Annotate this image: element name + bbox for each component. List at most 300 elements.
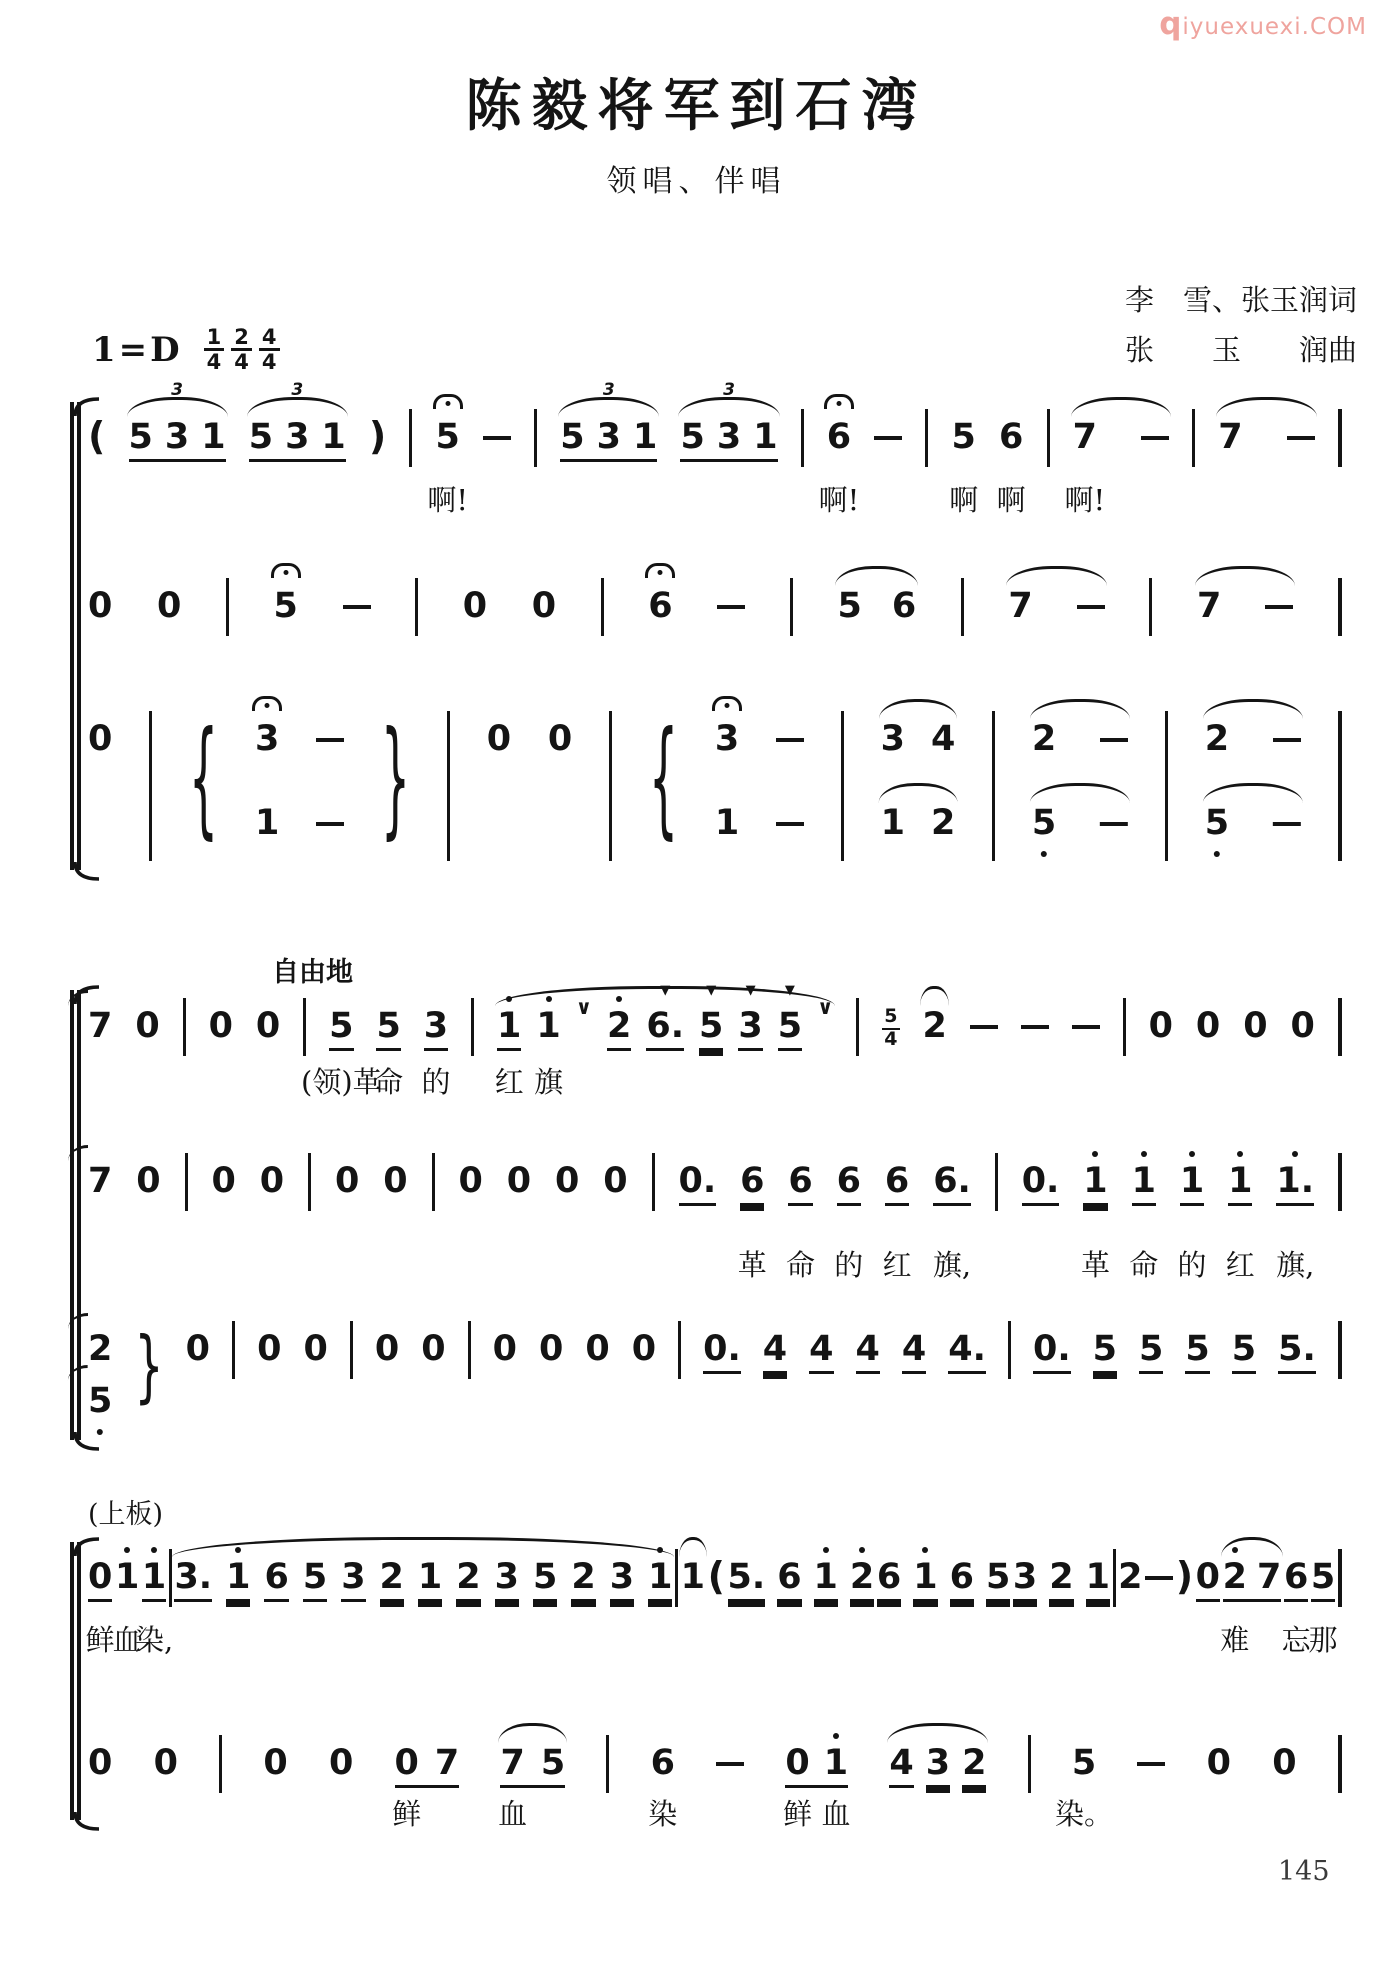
note-digit: 3 bbox=[610, 1556, 634, 1602]
note-token bbox=[136, 1160, 160, 1202]
beam-row bbox=[1205, 718, 1301, 760]
note-token bbox=[458, 1160, 482, 1202]
note-token bbox=[539, 1328, 563, 1370]
lyric-text: 啊! bbox=[1064, 483, 1106, 517]
credits bbox=[1125, 276, 1357, 376]
duration-dash bbox=[776, 738, 804, 742]
note-digit: 4 bbox=[930, 719, 956, 759]
beam-row bbox=[728, 1556, 875, 1602]
duration-dash bbox=[483, 436, 511, 440]
beam-row bbox=[783, 1742, 851, 1831]
note-digit: 5 bbox=[680, 417, 705, 457]
note-digit: 1 bbox=[536, 1006, 561, 1046]
barline bbox=[609, 711, 612, 861]
fermata-icon bbox=[271, 563, 301, 578]
barline bbox=[1047, 409, 1050, 467]
note-digit: 5 bbox=[273, 586, 298, 626]
note-token bbox=[1013, 1556, 1037, 1602]
note-token bbox=[257, 1328, 281, 1370]
beam-row bbox=[889, 1742, 986, 1788]
note-token bbox=[211, 1160, 235, 1202]
lyric-text: 啊! bbox=[818, 483, 860, 517]
slur-arc bbox=[678, 397, 779, 417]
duration-dash bbox=[1273, 822, 1301, 826]
note-token bbox=[427, 416, 469, 517]
note-token bbox=[1205, 718, 1229, 760]
note-token bbox=[1064, 416, 1106, 517]
barline bbox=[606, 1735, 609, 1793]
note-digit: 1 bbox=[823, 1743, 849, 1783]
chord-bottom bbox=[1205, 802, 1301, 844]
chord-stack bbox=[1204, 718, 1301, 843]
song-subtitle: 领唱、伴唱 bbox=[606, 164, 787, 199]
note-token bbox=[493, 1328, 517, 1370]
note-digit: 5. bbox=[728, 1556, 766, 1602]
chord-stack bbox=[776, 718, 804, 746]
note-group bbox=[1064, 416, 1169, 517]
dash-token bbox=[1141, 416, 1169, 444]
tempo-mark: (上板) bbox=[88, 1499, 164, 1530]
lyric-text: 染 bbox=[648, 1797, 678, 1831]
note-digit: 3 bbox=[880, 719, 905, 759]
note-group bbox=[837, 585, 916, 627]
slur-arc bbox=[1195, 566, 1295, 586]
note-token bbox=[1049, 1556, 1073, 1602]
lyric-text: 命 bbox=[1129, 1248, 1159, 1282]
note-token bbox=[648, 1742, 678, 1831]
beam-row bbox=[1064, 416, 1169, 517]
octave-dot-above bbox=[1237, 1151, 1243, 1157]
beam-row bbox=[1197, 585, 1293, 627]
lyric-text: 命 bbox=[374, 1065, 404, 1099]
chord-bottom bbox=[255, 802, 279, 844]
note-digit: 2 bbox=[88, 1329, 113, 1369]
note-digit: 0 bbox=[531, 586, 557, 626]
note-digit: 0. bbox=[703, 1328, 741, 1374]
note-digit: 0 bbox=[1290, 1006, 1315, 1046]
barline bbox=[308, 1153, 311, 1211]
note-digit: 7 bbox=[88, 1006, 113, 1046]
lyric-text: 的 bbox=[1177, 1248, 1207, 1282]
bracket-line bbox=[77, 402, 81, 870]
barline bbox=[1149, 578, 1152, 636]
octave-dot-above bbox=[833, 1733, 839, 1739]
octave-dot-above bbox=[1292, 1151, 1298, 1157]
slur-arc bbox=[558, 397, 659, 417]
note-token bbox=[571, 1556, 595, 1602]
note-digit: 5. bbox=[1278, 1328, 1316, 1374]
note-digit: 0 bbox=[374, 1329, 400, 1369]
note-group bbox=[1205, 718, 1301, 760]
lyric-text: 红 bbox=[494, 1065, 524, 1099]
lyric-text: 的 bbox=[834, 1248, 864, 1282]
lyric-text: 血 bbox=[821, 1797, 851, 1831]
note-digit: 7 bbox=[1008, 586, 1033, 626]
accent-icon: ▼ bbox=[745, 983, 756, 998]
note-token bbox=[1220, 1556, 1250, 1657]
note-token bbox=[633, 416, 657, 458]
note-token bbox=[1032, 802, 1056, 844]
note-digit: 0 bbox=[185, 1329, 211, 1369]
note-digit: 3 bbox=[738, 1005, 762, 1051]
fermata-icon bbox=[712, 696, 742, 711]
end-barline bbox=[1338, 1321, 1342, 1379]
note-digit: 3 bbox=[254, 719, 280, 759]
note-digit: 3 bbox=[495, 1556, 519, 1602]
note-digit: 3. bbox=[174, 1556, 212, 1602]
fermata-icon bbox=[645, 563, 675, 578]
note-digit: 5 bbox=[248, 417, 274, 457]
note-token bbox=[777, 983, 803, 1051]
note-token bbox=[1149, 1005, 1173, 1047]
barline bbox=[226, 578, 229, 636]
barline bbox=[961, 578, 964, 636]
note-digit: 2 bbox=[922, 1006, 947, 1046]
beam-row bbox=[922, 1005, 946, 1047]
note-digit: 1 bbox=[648, 1556, 672, 1602]
note-digit: 6 bbox=[648, 586, 673, 626]
watermark bbox=[1159, 6, 1367, 42]
note-digit: 6 bbox=[777, 1556, 801, 1602]
chord-brace: { bbox=[188, 703, 219, 852]
slur-arc bbox=[879, 783, 958, 803]
octave-dot-above bbox=[616, 996, 622, 1002]
note-digit: 7 bbox=[1196, 586, 1222, 626]
beam-row bbox=[1013, 1556, 1110, 1602]
note-digit: 2 bbox=[456, 1556, 480, 1602]
note-token bbox=[534, 1005, 564, 1099]
note-digit: 0 bbox=[1196, 1556, 1220, 1602]
note-token bbox=[648, 1556, 672, 1602]
lyric-text: 的 bbox=[421, 1065, 451, 1099]
note-digit: 2 bbox=[571, 1556, 595, 1602]
lyric-text: 血 bbox=[112, 1623, 142, 1657]
note-token bbox=[856, 1328, 880, 1374]
note-digit: 1 bbox=[680, 1557, 705, 1597]
note-digit: 0 bbox=[631, 1329, 657, 1369]
note-digit: 1 bbox=[1228, 1160, 1252, 1206]
note-digit: 7 bbox=[500, 1743, 525, 1783]
duration-dash bbox=[343, 605, 371, 609]
chord-brace: { bbox=[648, 703, 679, 852]
slur-arc bbox=[1203, 783, 1303, 803]
note-digit: 1 bbox=[814, 1556, 838, 1602]
note-token bbox=[507, 1160, 531, 1202]
duration-dash bbox=[316, 738, 344, 742]
lyric-text: 命 bbox=[786, 1248, 816, 1282]
lyric-text: 鲜 bbox=[783, 1797, 813, 1831]
note-token bbox=[494, 1005, 524, 1099]
slur-arc bbox=[127, 397, 228, 417]
breath-mark: ∨ bbox=[575, 995, 593, 1019]
note-group bbox=[881, 718, 956, 760]
note-token bbox=[1205, 802, 1229, 844]
octave-dot-above bbox=[657, 1547, 663, 1553]
note-digit: 0 bbox=[506, 1161, 532, 1201]
note-digit: 1 bbox=[114, 1557, 140, 1597]
note-digit: 3 bbox=[1013, 1556, 1037, 1602]
note-digit: 6 bbox=[264, 1556, 288, 1602]
note-group bbox=[174, 1556, 672, 1602]
note-digit: 6 bbox=[877, 1556, 901, 1602]
note-token bbox=[301, 1005, 382, 1099]
note-token bbox=[777, 1556, 801, 1602]
beam-row bbox=[560, 416, 657, 462]
dash-token bbox=[1100, 802, 1128, 830]
note-digit: 0 bbox=[153, 1743, 178, 1783]
tuplet-number: 3 bbox=[602, 380, 615, 400]
dash-token bbox=[343, 585, 371, 613]
note-digit: 0 bbox=[156, 586, 182, 626]
barline bbox=[801, 409, 804, 467]
end-barline bbox=[1338, 1549, 1342, 1607]
beam-row bbox=[681, 1556, 705, 1598]
note-token bbox=[922, 1005, 946, 1047]
note-digit: 0 bbox=[328, 1743, 354, 1783]
note-group bbox=[922, 1005, 946, 1047]
dash-token bbox=[1287, 416, 1315, 444]
note-token bbox=[498, 1742, 528, 1831]
lyric-text: 那 bbox=[1308, 1623, 1338, 1657]
duration-dash bbox=[1273, 738, 1301, 742]
dash-token bbox=[316, 727, 344, 746]
note-token bbox=[209, 1005, 233, 1047]
note-digit: 1 bbox=[142, 1556, 166, 1602]
time-signatures bbox=[197, 326, 280, 373]
note-token bbox=[255, 718, 279, 760]
paren-symbol: ( bbox=[707, 1554, 725, 1598]
note-digit: 3 bbox=[926, 1742, 950, 1788]
dash-token bbox=[1100, 718, 1128, 746]
beam-row bbox=[837, 585, 916, 627]
chord-stack bbox=[87, 1328, 113, 1421]
note-digit: 3 bbox=[714, 719, 740, 759]
note-token bbox=[986, 1556, 1010, 1602]
note-digit: 2 bbox=[1204, 719, 1230, 759]
note-digit: 5 bbox=[837, 586, 862, 626]
note-token bbox=[1033, 1328, 1071, 1374]
ts-numerator: 2 bbox=[231, 326, 252, 351]
slur-arc bbox=[879, 699, 958, 719]
note-token bbox=[892, 585, 916, 627]
bracket-line bbox=[70, 1542, 74, 1820]
note-digit: 6 bbox=[826, 417, 852, 457]
barline bbox=[471, 998, 474, 1056]
notation-line bbox=[88, 1160, 1342, 1282]
note-digit: 5 bbox=[1311, 1556, 1335, 1602]
note-digit: 0 bbox=[263, 1743, 288, 1783]
note-token bbox=[463, 585, 487, 627]
note-token bbox=[541, 1742, 565, 1784]
ts-numerator: 4 bbox=[259, 326, 280, 351]
note-token bbox=[1055, 1742, 1114, 1831]
watermark-lead: q bbox=[1159, 6, 1183, 42]
beam-row bbox=[1205, 802, 1301, 844]
slur-arc bbox=[172, 1537, 674, 1557]
note-token bbox=[375, 1328, 399, 1370]
note-digit: 6 bbox=[885, 1160, 909, 1206]
note-token bbox=[186, 1328, 210, 1370]
accent-icon: ▼ bbox=[706, 983, 717, 998]
note-group bbox=[392, 1742, 460, 1831]
beam-row bbox=[1032, 802, 1128, 844]
octave-dot-above bbox=[922, 1547, 928, 1553]
note-digit: 3 bbox=[596, 417, 621, 457]
duration-dash bbox=[1137, 1762, 1165, 1766]
duration-dash bbox=[1287, 436, 1315, 440]
dash-token bbox=[1137, 1742, 1165, 1770]
note-token bbox=[154, 1742, 178, 1784]
note-digit: 2 bbox=[1049, 1556, 1073, 1602]
beam-row bbox=[1218, 416, 1314, 458]
duration-dash bbox=[970, 1025, 998, 1029]
note-token bbox=[603, 1160, 627, 1202]
beam-row bbox=[174, 1556, 672, 1602]
note-token bbox=[374, 1005, 404, 1099]
note-token bbox=[699, 983, 724, 1051]
beam-row bbox=[494, 983, 834, 1099]
note-token bbox=[837, 585, 861, 627]
slur-arc bbox=[247, 397, 348, 417]
note-token bbox=[392, 1742, 422, 1831]
dash-token bbox=[483, 416, 511, 444]
note-token bbox=[715, 802, 739, 844]
note-digit: 2 bbox=[930, 803, 956, 843]
note-token bbox=[88, 1160, 112, 1202]
note-token bbox=[303, 1328, 327, 1370]
note-digit: 0 bbox=[486, 719, 512, 759]
note-token bbox=[165, 416, 189, 458]
note-digit: 5 bbox=[560, 417, 585, 457]
note-token bbox=[1008, 585, 1032, 627]
note-token bbox=[1257, 1556, 1281, 1598]
note-digit: 0 bbox=[88, 1743, 113, 1783]
note-digit: 5 bbox=[951, 417, 976, 457]
note-digit: 0 bbox=[462, 586, 488, 626]
note-digit: 7 bbox=[1256, 1557, 1282, 1597]
note-digit: 0 bbox=[1272, 1743, 1297, 1783]
lyricist-credit: 李 雪、张玉润词 bbox=[1124, 283, 1357, 317]
dash-token bbox=[970, 1005, 998, 1033]
note-token bbox=[329, 1742, 353, 1784]
note-digit: 0 bbox=[208, 1006, 233, 1046]
barline bbox=[992, 711, 995, 861]
notation-line bbox=[88, 585, 1342, 636]
dash-token bbox=[1077, 585, 1105, 613]
note-token bbox=[737, 1160, 767, 1282]
note-digit: 3 bbox=[341, 1556, 365, 1602]
note-token bbox=[255, 802, 279, 844]
note-digit: 1 bbox=[1180, 1160, 1204, 1206]
barline bbox=[447, 711, 450, 861]
paren-symbol: ) bbox=[1175, 1554, 1194, 1598]
fermata-icon bbox=[824, 394, 854, 409]
note-digit: 6. bbox=[646, 1005, 684, 1051]
note-token bbox=[996, 416, 1026, 517]
ts-numerator: 1 bbox=[204, 326, 225, 351]
duration-dash bbox=[1100, 738, 1128, 742]
note-token bbox=[249, 416, 273, 458]
paren-symbol: ) bbox=[368, 414, 387, 458]
note-token bbox=[321, 416, 345, 458]
note-token bbox=[174, 1556, 212, 1602]
note-digit: 2 bbox=[850, 1556, 874, 1602]
note-token bbox=[383, 1160, 407, 1202]
note-token bbox=[1093, 1328, 1117, 1374]
dash-token bbox=[1072, 1005, 1100, 1033]
note-digit: 0 bbox=[1243, 1006, 1268, 1046]
note-group bbox=[681, 1556, 705, 1598]
octave-dot-above bbox=[1232, 1547, 1238, 1553]
barline bbox=[169, 1549, 172, 1607]
lyric-text: 旗, bbox=[1276, 1248, 1315, 1282]
ts-denominator: 4 bbox=[234, 350, 249, 375]
time-signature bbox=[204, 326, 225, 373]
note-token bbox=[260, 1160, 284, 1202]
note-token bbox=[818, 416, 860, 517]
note-group bbox=[1220, 1556, 1282, 1657]
note-token bbox=[1080, 1160, 1110, 1282]
slur-arc bbox=[1006, 566, 1106, 586]
chord-bottom bbox=[776, 802, 804, 830]
note-token bbox=[418, 1556, 442, 1602]
note-group bbox=[1205, 802, 1301, 844]
note-token bbox=[877, 1556, 901, 1602]
note-group bbox=[877, 1556, 1010, 1602]
octave-dot-above bbox=[506, 996, 512, 1002]
note-token bbox=[809, 1328, 833, 1374]
note-token bbox=[821, 1742, 851, 1831]
note-group bbox=[1013, 1556, 1110, 1602]
meter-numerator: 5 bbox=[882, 1007, 899, 1030]
dash-token bbox=[776, 727, 804, 746]
note-group bbox=[1032, 802, 1128, 844]
lyric-text: 染。 bbox=[1055, 1797, 1114, 1831]
note-digit: 6 bbox=[950, 1556, 974, 1602]
note-digit: 7 bbox=[434, 1743, 460, 1783]
barline bbox=[995, 1153, 998, 1211]
note-token bbox=[703, 1328, 741, 1374]
note-token bbox=[607, 1005, 631, 1051]
note-token bbox=[256, 1005, 280, 1047]
slur-arc bbox=[679, 1537, 707, 1557]
note-digit: 7 bbox=[1072, 417, 1097, 457]
octave-dot-above bbox=[1189, 1151, 1195, 1157]
octave-dot-below bbox=[97, 1429, 103, 1435]
note-token bbox=[1086, 1556, 1110, 1602]
dash-token bbox=[316, 811, 344, 830]
note-digit: 7 bbox=[88, 1161, 113, 1201]
note-token bbox=[1032, 718, 1056, 760]
note-digit: 4 bbox=[856, 1328, 880, 1374]
note-token bbox=[913, 1556, 937, 1602]
page-number: 145 bbox=[1278, 1856, 1330, 1887]
note-digit: 5 bbox=[376, 1005, 400, 1051]
notation-line bbox=[88, 703, 1342, 861]
note-digit: 6 bbox=[891, 586, 917, 626]
barline bbox=[149, 711, 152, 861]
note-group bbox=[1218, 416, 1314, 458]
note-digit: 3 bbox=[424, 1005, 448, 1051]
dash-token bbox=[1273, 718, 1301, 746]
beam-row bbox=[1008, 585, 1104, 627]
note-digit: 1 bbox=[497, 1005, 521, 1051]
note-token bbox=[532, 585, 556, 627]
note-token bbox=[1272, 1742, 1296, 1784]
note-digit: 1 bbox=[913, 1556, 937, 1602]
barline bbox=[183, 998, 186, 1056]
note-group bbox=[1032, 718, 1128, 760]
